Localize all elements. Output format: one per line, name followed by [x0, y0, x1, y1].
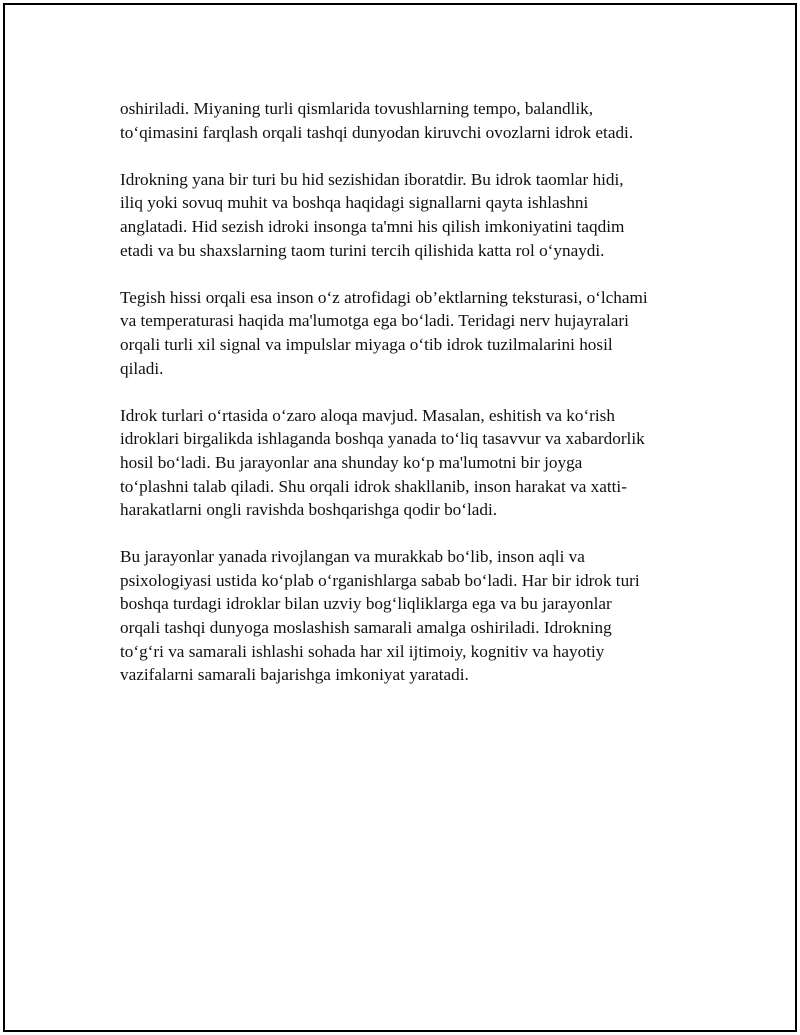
paragraph-interaction: Idrok turlari o‘rtasida o‘zaro aloqa mavjud. Masalan, eshitish va ko‘rish idroklari birgalikda ishlaganda boshqa yanada to‘liq tasavvur va xabardorlik hosil bo‘ladi. Bu jarayonlar ana shunday ko‘p ma'lumotni bir joyga to‘plashni talab qiladi. Shu orqali idrok shakllanib, inson harakat va xatti- harakatlarni ongli ravishda boshqarishga qodir bo‘ladi.	[120, 405, 645, 520]
paragraph-conclusion: Bu jarayonlar yanada rivojlangan va murakkab bo‘lib, inson aqli va psixologiyasi ustida ko‘plab o‘rganishlarga sabab bo‘ladi. Har bir idrok turi boshqa turdagi idroklar bilan uzviy bog‘liqliklarga ega va bu jarayonlar orqali tashqi dunyoga moslashish samarali amalga oshiriladi. Idrokning to‘g‘ri va samarali ishlashi sohada har xil ijtimoiy, kognitiv va hayotiy vazifalarni samarali bajarishga imkoniyat yaratadi.	[120, 547, 640, 685]
paragraph-continuation: oshiriladi. Miyaning turli qismlarida tovushlarning tempo, balandlik, to‘qimasini farqlash orqali tashqi dunyodan kiruvchi ovozlarni idrok etadi.	[120, 99, 634, 142]
paragraph-touch: Tegish hissi orqali esa inson o‘z atrofidagi ob’ektlarning teksturasi, o‘lchami va temperaturasi haqida ma'lumotga ega bo‘ladi. Teridagi nerv hujayralari orqali turli xil signal va impulslar miyaga o‘tib idrok tuzilmalarini hosil qiladi.	[120, 287, 648, 378]
page-frame	[3, 3, 797, 1032]
document-body	[120, 97, 710, 710]
paragraph-smell: Idrokning yana bir turi bu hid sezishidan iboratdir. Bu idrok taomlar hidi, iliq yoki sovuq muhit va boshqa haqidagi signallarni qayta ishlashni anglatadi. Hid sezish idroki insonga ta'mni his qilish imkoniyatini taqdim etadi va bu shaxslarning taom turini tercih qilishida katta rol o‘ynaydi.	[120, 169, 625, 260]
